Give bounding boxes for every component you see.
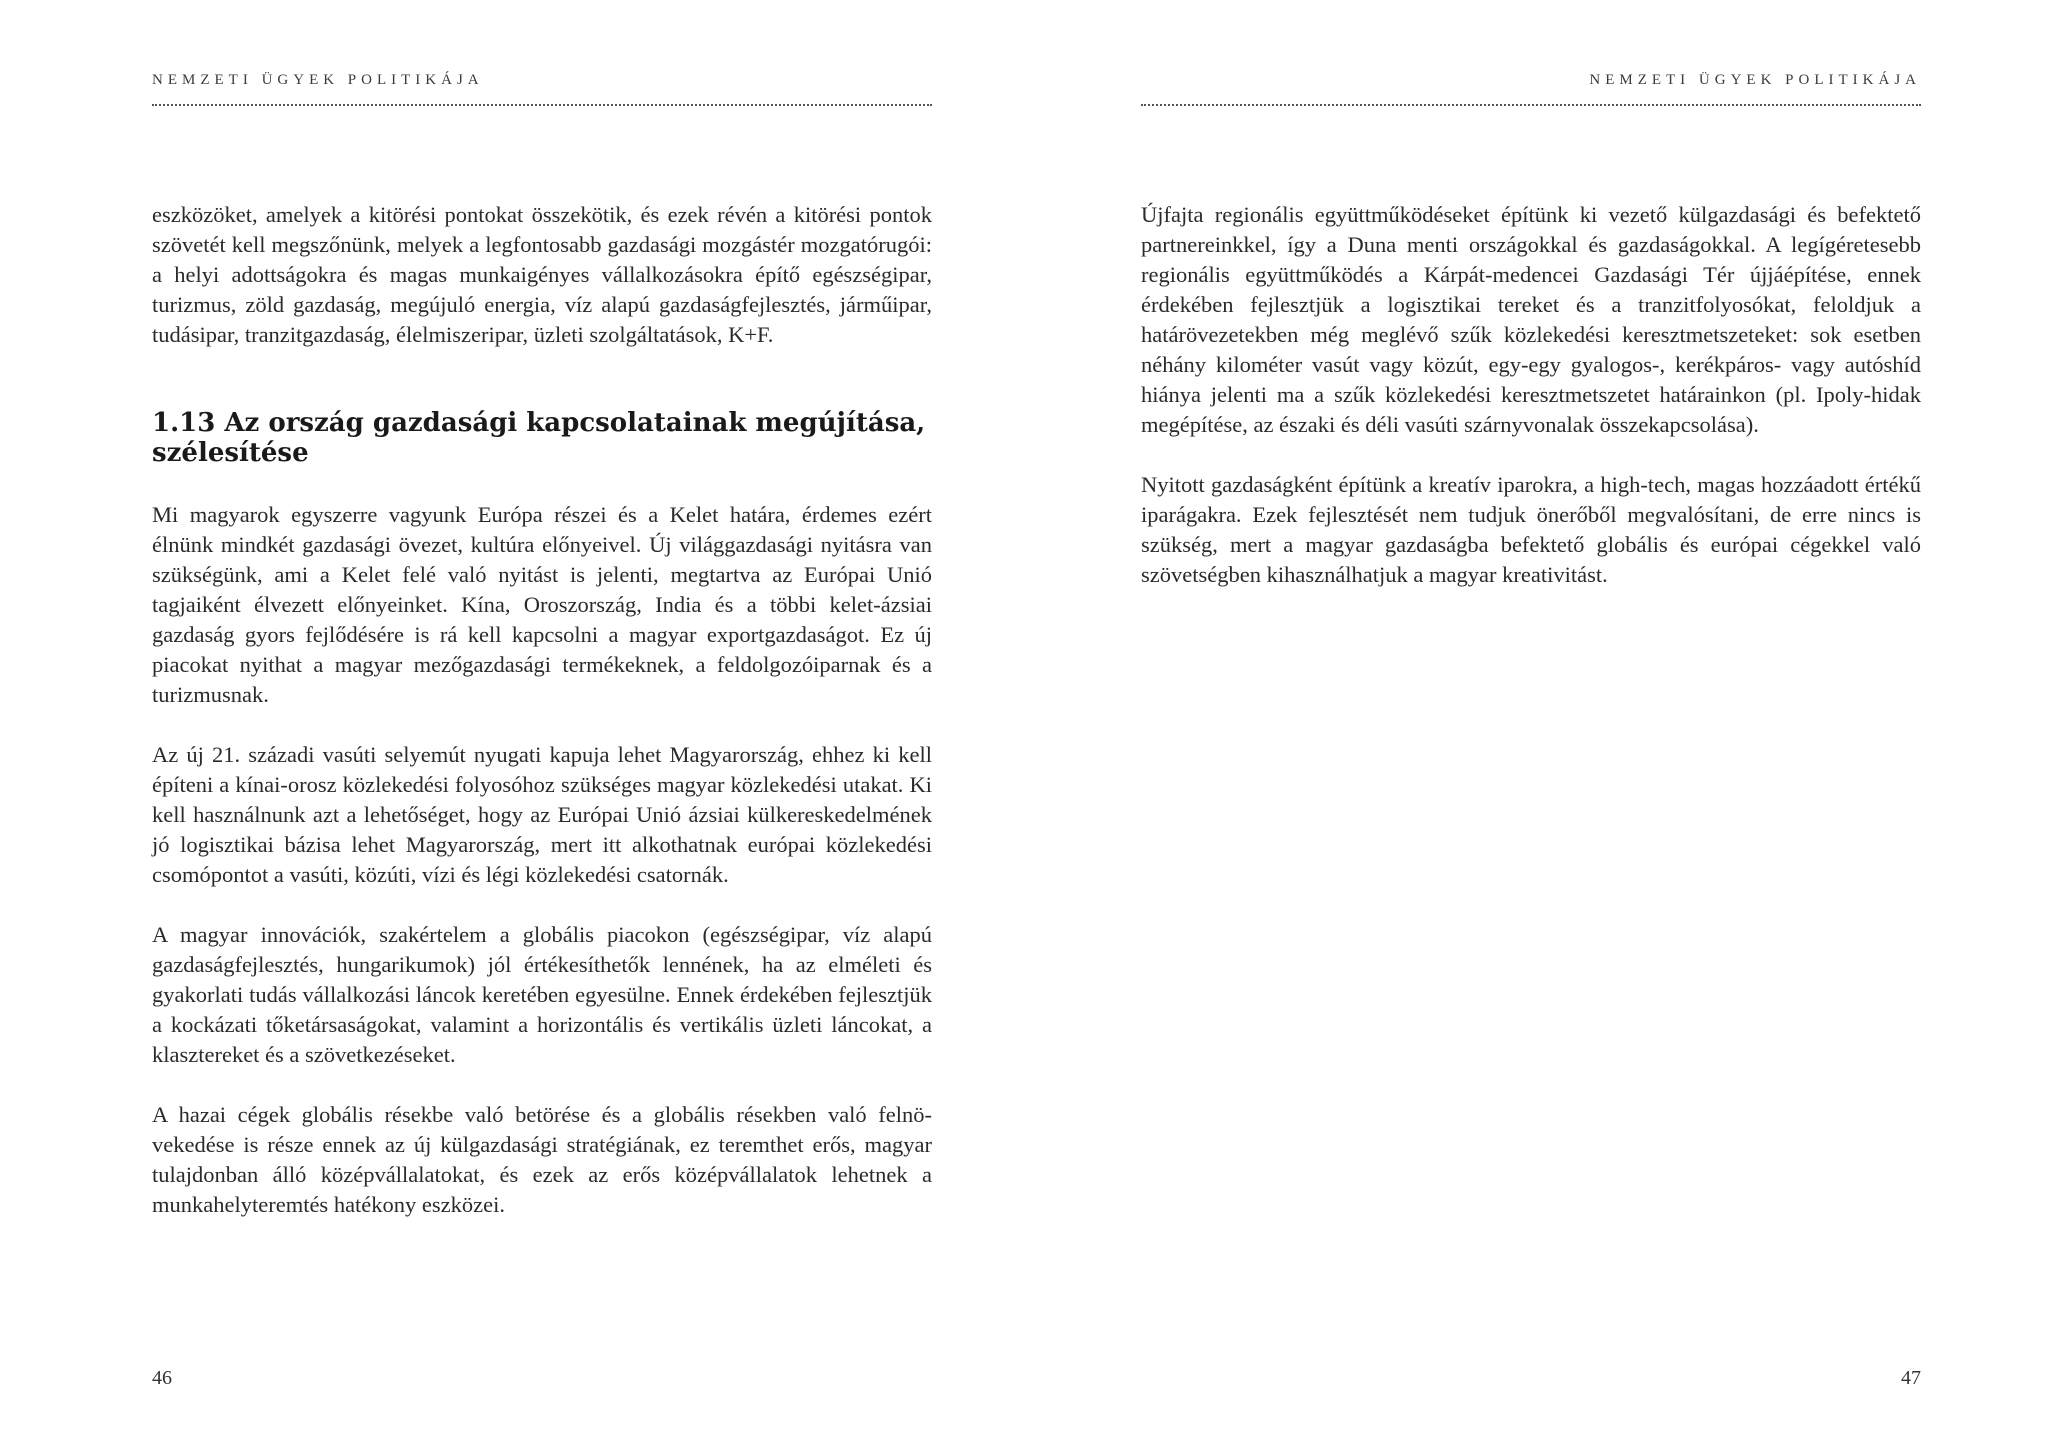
left-intro-paragraph: eszközöket, amelyek a kitörési pontokat összekötik, és ezek révén a kitörési pontok szövetét kell megszőnünk, melyek a legfontosabb gazdasági mozgástér mozgatórugói: a helyi adottságokra és magas munkaigényes vállalkozásokra építő egészségipar, turizmus, zöld gazdaság, megújuló energia, víz alapú gazdaságfejlesztés, járműipar, tudásipar, tranzitgazdaság, élelmiszeripar, üzleti szolgáltatások, K+F. [152, 202, 932, 347]
left-running-head: NEMZETI ÜGYEK POLITIKÁJA [152, 72, 484, 88]
right-running-head: NEMZETI ÜGYEK POLITIKÁJA [1589, 72, 1921, 88]
right-header-rule [1141, 104, 1921, 106]
right-paragraph-2: Nyitott gazdaságként építünk a kreatív iparokra, a high-tech, magas hozzáadott értékű iparágakra. Ezek fejlesztését nem tudjuk önerőből megvalósítani, de erre nincs is szükség, mert a magyar gazdaságba befektető globális és európai cégekkel való szövetségben kihasználhatjuk a magyar kreativitást. [1141, 472, 1921, 587]
left-paragraph-1: Mi magyarok egyszerre vagyunk Európa részei és a Kelet határa, érdemes ezért élnünk mindkét gazdasági övezet, kultúra előnyeivel. Új világgazdasági nyitásra van szükségünk, ami a Kelet felé való nyitást is jelenti, megtartva az Európai Unió tagjaiként élvezett előnyeinket. Kína, Oroszország, India és a többi kelet-ázsiai gazdaság gyors fejlődésére is rá kell kapcsolni a magyar exportgazdaságot. Ez új piacokat nyithat a magyar mezőgazdasági termékeknek, a feldolgozóiparnak és a turizmusnak. [152, 502, 932, 707]
left-page [152, 0, 932, 1454]
left-paragraph-4: A hazai cégek globális résekbe való betörése és a globális résekben való felnövekedése is része ennek az új külgazdasági stratégiának, ez teremthet erős, magyar tulajdonban álló középvállalatokat, és ezek az erős középvállalatok lehetnek a munkahelyteremtés hatékony eszközei. [152, 1102, 932, 1217]
right-paragraph-1: Újfajta regionális együttműködéseket építünk ki vezető külgazdasági és befektető partnereinkkel, így a Duna menti országokkal és gazdaságokkal. A legígéretesebb regionális együttműködés a Kárpát-medencei Gazdasági Tér újjáépítése, ennek érdekében fejlesztjük a logisztikai tereket és a tranzitfolyosókat, feloldjuk a határövezetekben még meglévő szűk közlekedési keresztmetszeteket: sok esetben néhány kilométer vasút vagy közút, egy-egy gyalogos-, kerékpáros- vagy autóshíd hiánya jelenti ma a szűk közlekedési keresztmetszetet határainkon (pl. Ipoly-hidak megépítése, az északi és déli vasúti szárnyvonalak összekapcsolása). [1141, 202, 1921, 437]
left-paragraph-3: A magyar innovációk, szakértelem a globális piacokon (egészségipar, víz alapú gazdaságfejlesztés, hungarikumok) jól értékesíthetők lennének, ha az elméleti és gyakorlati tudás vállalkozási láncok keretében egyesülne. Ennek érdekében fejlesztjük a kockázati tőketársaságokat, valamint a horizontális és vertikális üzleti láncokat, a klasztereket és a szövetkezéseket. [152, 922, 932, 1067]
left-page-number: 46 [152, 1367, 172, 1389]
left-paragraph-2: Az új 21. századi vasúti selyemút nyugati kapuja lehet Magyarország, ehhez ki kell építeni a kínai-orosz közlekedési folyosóhoz szükséges magyar közlekedési utakat. Ki kell használnunk azt a lehetőséget, hogy az Európai Unió ázsiai külkereskedelmének jó logisztikai bázisa lehet Magyarország, mert itt alkothatnak európai közlekedési csomópontot a vasúti, közúti, vízi és légi közlekedési csatornák. [152, 742, 932, 887]
left-page-body [152, 200, 932, 1220]
section-heading: 1.13 Az ország gazdasági kapcsolatainak megújítása, szélesítése [152, 408, 926, 468]
right-page-body [1141, 200, 1921, 590]
right-page-number: 47 [1901, 1367, 1921, 1389]
left-header-rule [152, 104, 932, 106]
right-page [1141, 0, 1921, 1454]
